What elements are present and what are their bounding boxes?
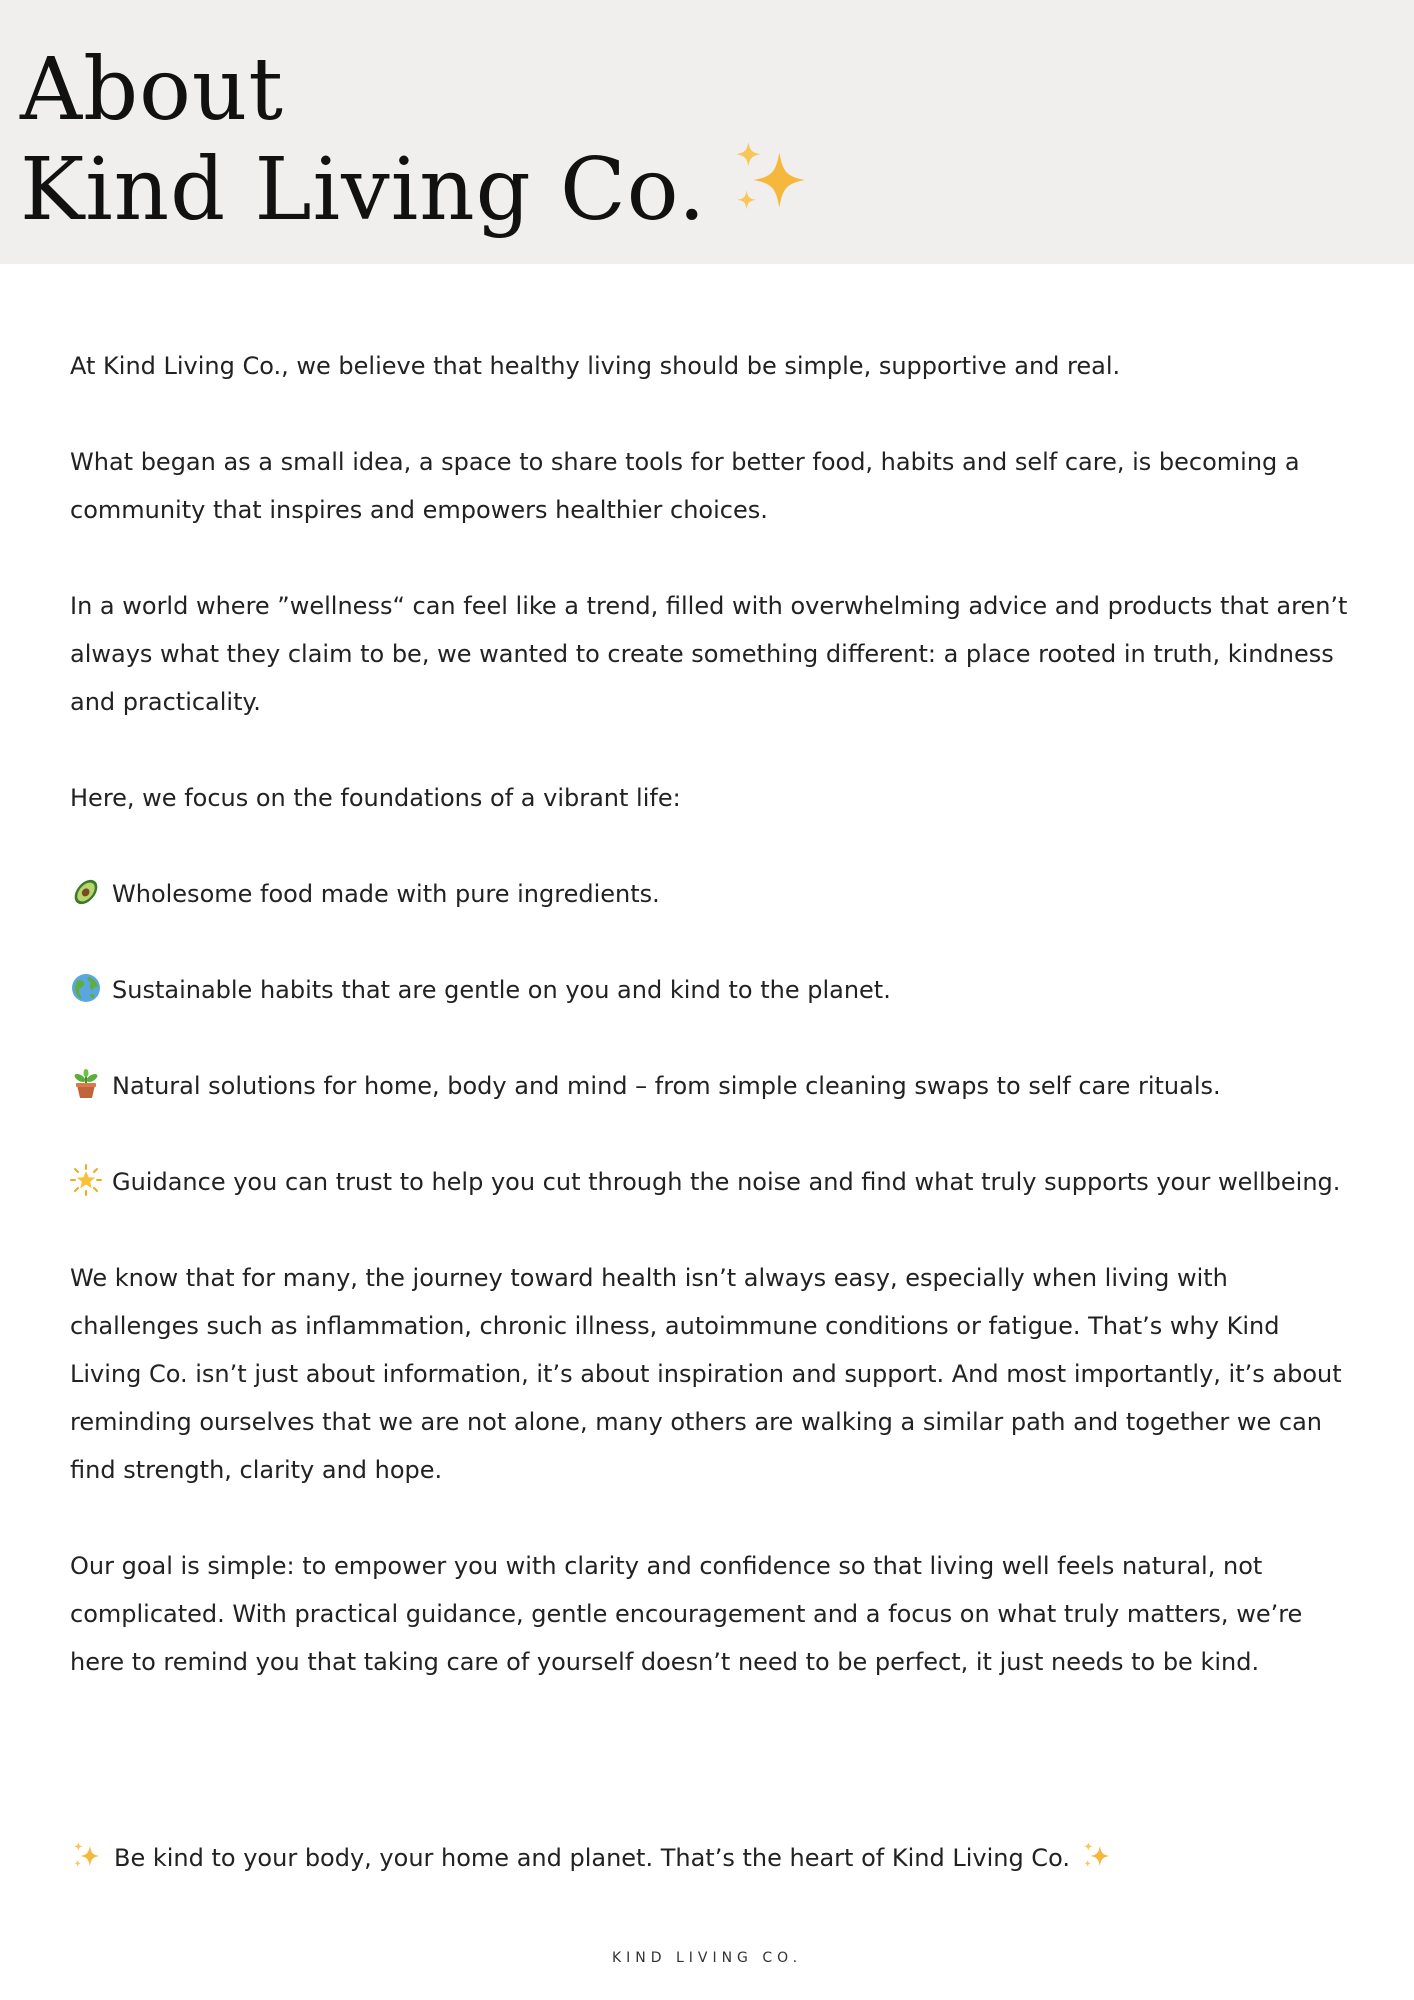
title-line-2-text: Kind Living Co.: [20, 140, 707, 240]
journey-paragraph: We know that for many, the journey toward health isn’t always easy, especially when living with challenges such as inflammation, chronic illness, autoimmune conditions or fatigue. That’s why Kind Living Co. isn’t just about information, it’s about inspiration and support. And most importantly, it’s about reminding ourselves that we are not alone, many others are walking a similar path and together we can find strength, clarity and hope.: [70, 1264, 1342, 1484]
potted-plant-icon: [70, 1068, 102, 1100]
focus-item-natural-text: Natural solutions for home, body and mind – from simple cleaning swaps to self care rituals.: [112, 1072, 1221, 1100]
title-line-2: [20, 140, 812, 250]
footer-brand: KIND LIVING CO.: [611, 1950, 803, 1966]
title-line-1: About: [20, 40, 284, 140]
focus-item-natural: [70, 1062, 1350, 1110]
about-content: [70, 342, 1350, 1734]
focus-item-habits-text: Sustainable habits that are gentle on you and kind to the planet.: [112, 976, 891, 1004]
focus-item-guidance-text: Guidance you can trust to help you cut through the noise and find what truly supports your wellbeing.: [112, 1168, 1341, 1196]
avocado-icon: [70, 876, 102, 908]
goal-paragraph: Our goal is simple: to empower you with clarity and confidence so that living well feels natural, not complicated. With practical guidance, gentle encouragement and a focus on what truly matters, we’re here to remind you that taking care of yourself doesn’t need to be perfect, it just needs to be kind.: [70, 1552, 1303, 1676]
focus-item-food-text: Wholesome food made with pure ingredients.: [112, 880, 660, 908]
began-paragraph: What began as a small idea, a space to share tools for better food, habits and self care, is becoming a community that inspires and empowers healthier choices.: [70, 448, 1300, 524]
focus-item-habits: [70, 966, 1350, 1014]
page-title: [20, 40, 812, 250]
sparkles-icon: [726, 137, 812, 244]
sparkles-icon: [70, 1840, 102, 1872]
focus-intro: Here, we focus on the foundations of a vibrant life:: [70, 784, 681, 812]
sparkles-icon: [1080, 1840, 1112, 1872]
intro-paragraph: At Kind Living Co., we believe that healthy living should be simple, supportive and real.: [70, 352, 1121, 380]
globe-icon: [70, 972, 102, 1004]
closing-line: [70, 1834, 1112, 1882]
focus-item-food: [70, 870, 1350, 918]
header-banner: [0, 0, 1414, 264]
focus-item-guidance: [70, 1158, 1350, 1206]
world-paragraph: In a world where ”wellness“ can feel like a trend, filled with overwhelming advice and products that aren’t always what they claim to be, we wanted to create something different: a place rooted in truth, kindness and practicality.: [70, 592, 1348, 716]
glowing-star-icon: [70, 1164, 102, 1196]
closing-text: Be kind to your body, your home and planet. That’s the heart of Kind Living Co.: [114, 1844, 1070, 1872]
